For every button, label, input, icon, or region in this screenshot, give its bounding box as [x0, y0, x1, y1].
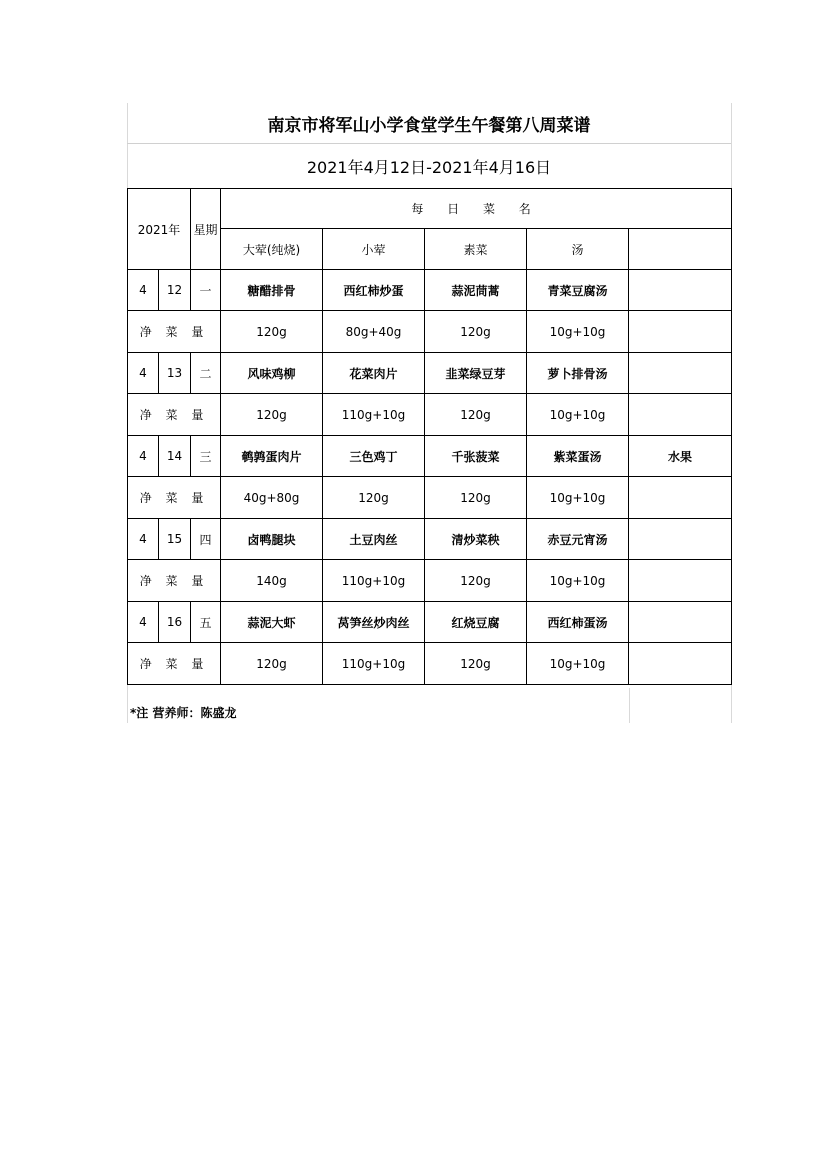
dish-cell: 韭菜绿豆芽 — [425, 353, 527, 394]
weekday-cell: 四 — [191, 519, 221, 560]
quantity-cell: 120g — [425, 560, 527, 602]
column-header-soup: 汤 — [527, 229, 629, 270]
month-cell: 4 — [128, 519, 159, 560]
weekday-cell: 一 — [191, 270, 221, 311]
dish-cell — [629, 519, 732, 560]
dish-cell: 莴笋丝炒肉丝 — [323, 602, 425, 643]
quantity-cell — [629, 477, 732, 519]
quantity-cell: 120g — [425, 643, 527, 685]
quantity-cell — [629, 311, 732, 353]
weekday-cell: 五 — [191, 602, 221, 643]
day-cell: 16 — [159, 602, 191, 643]
quantity-cell: 120g — [323, 477, 425, 519]
quantity-cell: 110g+10g — [323, 394, 425, 436]
quantity-cell: 110g+10g — [323, 560, 425, 602]
dish-row — [128, 436, 732, 477]
dish-cell: 水果 — [629, 436, 732, 477]
quantity-cell: 40g+80g — [221, 477, 323, 519]
dish-cell: 鹌鹑蛋肉片 — [221, 436, 323, 477]
column-header-main-meat: 大荤(纯烧) — [221, 229, 323, 270]
month-cell: 4 — [128, 353, 159, 394]
dish-row — [128, 519, 732, 560]
dish-cell: 三色鸡丁 — [323, 436, 425, 477]
dish-cell: 红烧豆腐 — [425, 602, 527, 643]
dish-cell: 蒜泥茼蒿 — [425, 270, 527, 311]
dish-cell: 紫菜蛋汤 — [527, 436, 629, 477]
quantity-cell: 140g — [221, 560, 323, 602]
weekday-header: 星期 — [191, 189, 221, 270]
quantity-cell: 10g+10g — [527, 394, 629, 436]
quantity-cell: 110g+10g — [323, 643, 425, 685]
page-title: 南京市将军山小学食堂学生午餐第八周菜谱 — [127, 103, 731, 144]
dish-cell: 西红柿蛋汤 — [527, 602, 629, 643]
weekday-cell: 三 — [191, 436, 221, 477]
dish-cell: 花菜肉片 — [323, 353, 425, 394]
dish-cell: 风味鸡柳 — [221, 353, 323, 394]
quantity-cell — [629, 643, 732, 685]
menu-table — [127, 188, 732, 685]
month-cell: 4 — [128, 270, 159, 311]
dish-cell: 青菜豆腐汤 — [527, 270, 629, 311]
year-header: 2021年 — [128, 189, 191, 270]
month-cell: 4 — [128, 602, 159, 643]
quantity-row — [128, 394, 732, 436]
dish-row — [128, 353, 732, 394]
daily-menu-header: 每 日 菜 名 — [221, 189, 732, 229]
date-range: 2021年4月12日-2021年4月16日 — [306, 157, 552, 177]
quantity-cell: 10g+10g — [527, 311, 629, 353]
quantity-row — [128, 560, 732, 602]
dish-cell: 萝卜排骨汤 — [527, 353, 629, 394]
dish-cell — [629, 353, 732, 394]
day-cell: 15 — [159, 519, 191, 560]
quantity-cell: 120g — [425, 394, 527, 436]
dish-cell: 千张菠菜 — [425, 436, 527, 477]
net-quantity-label: 净 菜 量 — [128, 477, 221, 519]
dish-cell — [629, 270, 732, 311]
day-cell: 13 — [159, 353, 191, 394]
dish-cell: 卤鸭腿块 — [221, 519, 323, 560]
footnote: *注 营养师：陈盛龙 — [130, 706, 237, 720]
quantity-cell — [629, 560, 732, 602]
day-cell: 14 — [159, 436, 191, 477]
quantity-row — [128, 477, 732, 519]
dish-cell: 清炒菜秧 — [425, 519, 527, 560]
quantity-cell: 10g+10g — [527, 477, 629, 519]
quantity-cell: 120g — [425, 311, 527, 353]
header-row — [128, 189, 732, 229]
weekday-cell: 二 — [191, 353, 221, 394]
grid-guide-col — [629, 688, 630, 723]
quantity-row — [128, 311, 732, 353]
quantity-cell: 120g — [221, 643, 323, 685]
net-quantity-label: 净 菜 量 — [128, 643, 221, 685]
quantity-cell: 120g — [221, 311, 323, 353]
dish-cell: 土豆肉丝 — [323, 519, 425, 560]
quantity-row — [128, 643, 732, 685]
net-quantity-label: 净 菜 量 — [128, 311, 221, 353]
dish-cell: 糖醋排骨 — [221, 270, 323, 311]
column-header-vegetable: 素菜 — [425, 229, 527, 270]
month-cell: 4 — [128, 436, 159, 477]
dish-cell — [629, 602, 732, 643]
quantity-cell: 120g — [425, 477, 527, 519]
day-cell: 12 — [159, 270, 191, 311]
quantity-cell: 10g+10g — [527, 643, 629, 685]
dish-row — [128, 270, 732, 311]
quantity-cell: 120g — [221, 394, 323, 436]
quantity-cell: 10g+10g — [527, 560, 629, 602]
net-quantity-label: 净 菜 量 — [128, 560, 221, 602]
quantity-cell — [629, 394, 732, 436]
quantity-cell: 80g+40g — [323, 311, 425, 353]
dish-cell: 西红柿炒蛋 — [323, 270, 425, 311]
column-header-extra — [629, 229, 732, 270]
dish-cell: 赤豆元宵汤 — [527, 519, 629, 560]
column-header-side-meat: 小荤 — [323, 229, 425, 270]
dish-cell: 蒜泥大虾 — [221, 602, 323, 643]
net-quantity-label: 净 菜 量 — [128, 394, 221, 436]
dish-row — [128, 602, 732, 643]
